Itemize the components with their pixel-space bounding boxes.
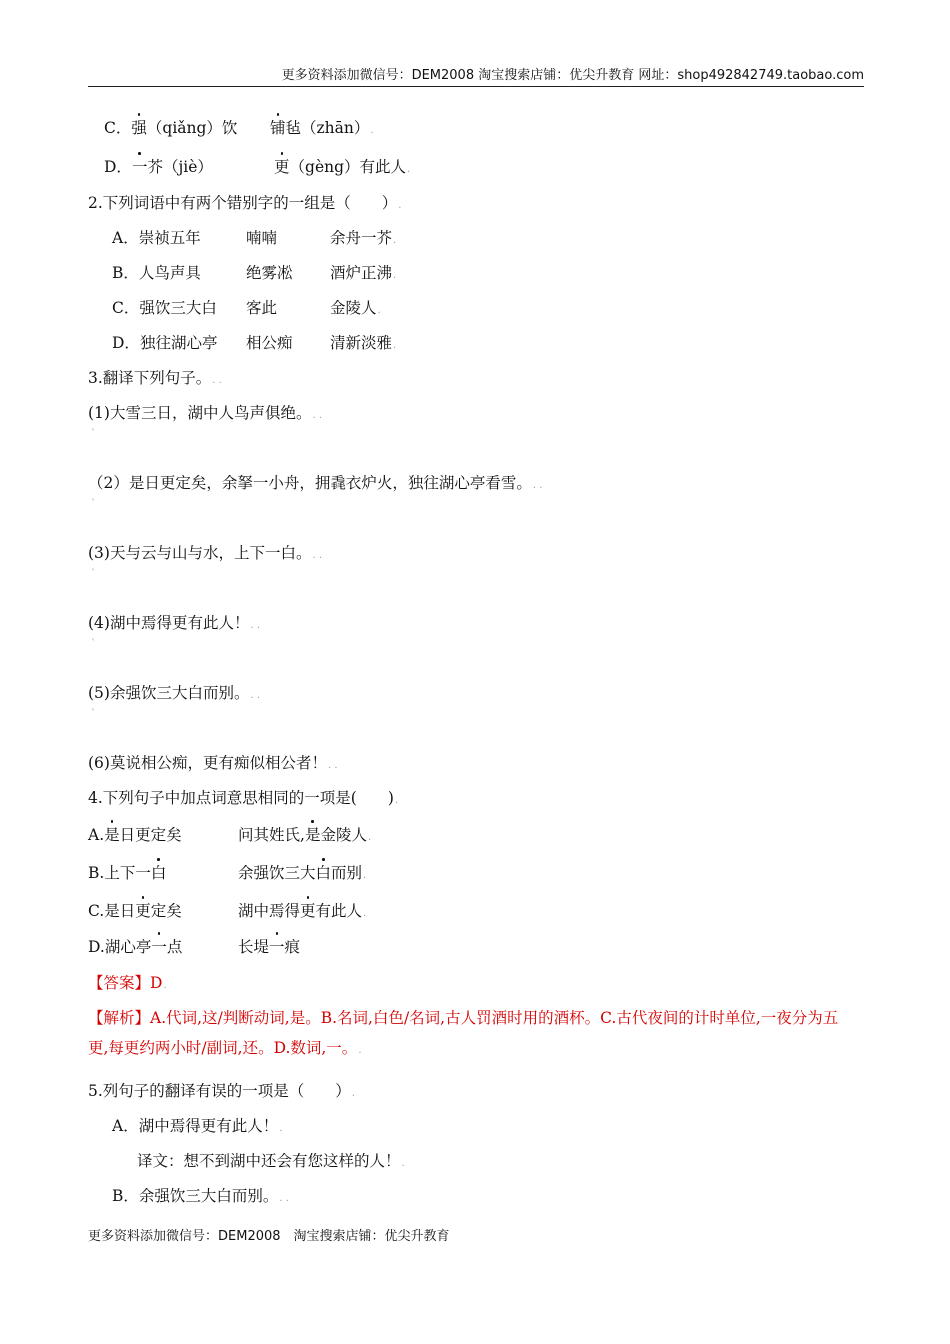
q3-stem	[88, 368, 222, 391]
q2-option-a	[112, 228, 397, 248]
q3-item-5	[88, 683, 260, 706]
word: 客此	[246, 299, 278, 317]
word: 强饮三大白	[139, 299, 217, 317]
sentence: (6)莫说相公痴，更有痴似相公者！	[88, 754, 327, 772]
para-mark: .	[363, 870, 367, 881]
q1-option-d	[104, 157, 411, 177]
q5-option-a-translation	[137, 1151, 405, 1174]
para-mark: .	[163, 980, 167, 991]
word: 独往湖心亭	[139, 334, 218, 352]
word: （qiǎng）饮	[146, 119, 238, 137]
para-mark: . .	[212, 375, 222, 386]
answer-blank: ˋ	[91, 429, 96, 440]
para-mark: .	[358, 1045, 362, 1056]
dotted-char: 一	[269, 938, 285, 956]
sentence: （2）是日更定矣，余拏一小舟，拥毳衣炉火，独往湖心亭看雪。	[88, 474, 532, 492]
word: 清新淡雅	[330, 334, 393, 352]
text: 问其姓氏,	[238, 826, 305, 844]
dotted-char: 更	[135, 902, 151, 920]
para-mark: .	[377, 305, 381, 316]
para-mark: . .	[312, 410, 323, 421]
footer-text: 更多资料添加微信号：DEM2008 淘宝搜索店铺：优尖升教育	[88, 1229, 450, 1244]
analysis-label: 【解析】	[88, 1009, 151, 1027]
q4-stem	[88, 788, 398, 811]
para-mark: .	[279, 1123, 283, 1134]
q5-stem	[88, 1081, 355, 1104]
para-mark: .	[351, 1088, 355, 1099]
para-mark: . .	[312, 550, 323, 561]
word: 酒炉正沸	[330, 264, 393, 282]
sentence: (5)余强饮三大白而别。	[88, 684, 250, 702]
option-letter: C．	[112, 299, 140, 317]
para-mark: . .	[279, 1193, 289, 1204]
text: 定矣	[150, 902, 182, 920]
option-letter: B．	[112, 264, 139, 282]
option-letter: C.	[88, 902, 105, 920]
q4-analysis	[88, 1003, 853, 1066]
q2-option-d	[112, 333, 397, 353]
q4-option-d	[88, 937, 301, 957]
option-letter: D．	[112, 334, 140, 352]
word-2	[274, 157, 410, 180]
q1-option-c	[104, 118, 374, 138]
option-letter: A.	[88, 826, 105, 844]
answer-label: 【答案】	[88, 974, 151, 992]
sentence: (1)大雪三日，湖中人鸟声俱绝。	[88, 404, 312, 422]
word: 崇祯五年	[138, 229, 201, 247]
dotted-char: 白	[315, 864, 332, 882]
para-mark: . .	[327, 760, 338, 771]
para-mark: .	[393, 340, 397, 351]
option-letter: A．	[112, 229, 139, 247]
answer-blank: ˋ	[91, 569, 96, 580]
word: 金陵人	[330, 299, 377, 317]
word: 相公痴	[246, 334, 293, 352]
q5-option-b	[112, 1186, 289, 1209]
word-3	[330, 333, 396, 356]
text: 金陵人	[320, 826, 367, 844]
dotted-char: 强	[131, 119, 147, 137]
answer-blank: ˋ	[91, 499, 96, 510]
text: 是日	[104, 902, 136, 920]
q3-item-1	[88, 403, 322, 426]
stem-text: 5.列句子的翻译有误的一项是（ ）	[88, 1082, 351, 1100]
para-mark: . .	[532, 480, 543, 491]
text: 日更定矣	[119, 826, 182, 844]
q3-item-3	[88, 543, 322, 566]
para-mark: . .	[250, 690, 261, 701]
text: 点	[166, 938, 183, 956]
text: 长堤	[238, 938, 270, 956]
word-2	[270, 118, 374, 141]
dotted-char: 更	[300, 902, 316, 920]
answer-blank: ˋ	[91, 709, 96, 720]
text: 湖中焉得	[238, 902, 301, 920]
stem-text: 3.翻译下列句子。	[88, 369, 212, 387]
para-mark: .	[398, 200, 402, 211]
page-footer	[88, 1228, 450, 1246]
text: 痕	[284, 938, 301, 956]
option-letter: D．	[104, 158, 132, 176]
para-mark: .	[393, 235, 397, 246]
q3-item-4	[88, 613, 260, 636]
dotted-char: 更	[274, 158, 290, 176]
text: 有此人	[315, 902, 363, 920]
para-mark: .	[407, 164, 411, 175]
para-mark: .	[394, 795, 399, 806]
sentence: A．湖中焉得更有此人！	[112, 1117, 279, 1135]
sentence: (3)天与云与山与水，上下一白。	[88, 544, 312, 562]
word-3	[330, 228, 396, 251]
para-mark: .	[363, 908, 367, 919]
word: 人鸟声具	[138, 264, 201, 282]
para-mark: . .	[250, 620, 261, 631]
stem-text: 2.下列词语中有两个错别字的一组是（ ）	[88, 194, 398, 212]
q2-option-b	[112, 263, 397, 283]
right-sentence	[238, 937, 300, 957]
word: 芥（jiè）	[147, 158, 213, 176]
dotted-char: 铺	[270, 119, 286, 137]
dotted-char: 白	[150, 864, 167, 882]
para-mark: .	[367, 832, 372, 843]
q4-option-a	[88, 825, 372, 845]
para-mark: .	[370, 125, 374, 136]
q4-answer	[88, 973, 167, 996]
q3-item-2	[88, 473, 542, 496]
dotted-char: 是	[104, 826, 120, 844]
dotted-char: 是	[304, 826, 321, 844]
text: 湖心亭	[104, 938, 152, 956]
header-text: 更多资料添加微信号：DEM2008 淘宝搜索店铺：优尖升教育 网址：shop492842749.taobao.com	[281, 68, 864, 83]
right-sentence	[238, 901, 366, 924]
right-sentence	[238, 825, 371, 848]
option-letter: D.	[88, 938, 105, 956]
option-letter: B.	[88, 864, 105, 882]
sentence: B．余强饮三大白而别。	[112, 1187, 279, 1205]
text: 上下一	[104, 864, 151, 882]
word: 毡（zhān）	[285, 119, 370, 137]
q5-option-a	[112, 1116, 282, 1139]
dotted-char: 一	[151, 938, 167, 956]
para-mark: .	[393, 270, 397, 281]
answer-value: D	[150, 974, 163, 992]
word: （gèng）有此人	[289, 158, 407, 176]
word-3	[330, 263, 396, 286]
right-sentence	[238, 863, 366, 886]
q4-option-b	[88, 863, 367, 883]
text: 余强饮三大	[238, 864, 316, 882]
page-header	[88, 66, 864, 87]
q4-option-c	[88, 901, 367, 921]
word: 绝雾凇	[246, 264, 293, 282]
word: 余舟一芥	[330, 229, 393, 247]
text: 而别	[331, 864, 363, 882]
answer-blank: ˋ	[91, 639, 96, 650]
word-3	[330, 298, 381, 321]
q2-stem	[88, 193, 401, 216]
para-mark: .	[401, 1158, 405, 1169]
translation: 译文：想不到湖中还会有您这样的人！	[137, 1152, 401, 1170]
q3-item-6	[88, 753, 338, 776]
option-letter: C．	[104, 119, 132, 137]
q2-option-c	[112, 298, 381, 318]
stem-text: 4.下列句子中加点词意思相同的一项是( )	[88, 789, 394, 807]
analysis-text: A.代词,这/判断动词,是。B.名词,白色/名词,古人罚酒时用的酒杯。C.古代夜间的计时单位,一夜分为五更,每更约两小时/副词,还。D.数词,一。	[88, 1009, 839, 1057]
word: 喃喃	[246, 229, 278, 247]
sentence: (4)湖中焉得更有此人！	[88, 614, 250, 632]
dotted-char: 一	[131, 158, 148, 176]
